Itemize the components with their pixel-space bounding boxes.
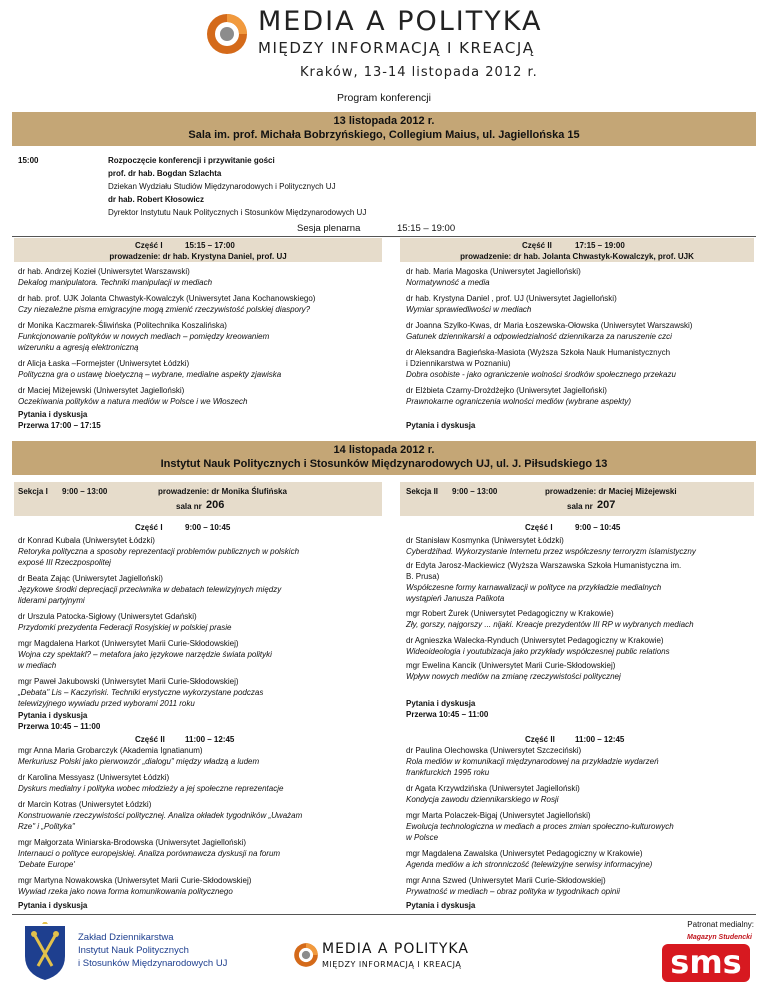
day2-venue: Instytut Nauk Politycznych i Stosunków Międzynarodowych UJ, ul. J. Piłsudskiego 13 (160, 458, 608, 470)
part-label: Część II (522, 241, 552, 250)
talk-author: dr Beata Zając (Uniwersytet Jagielloński) (18, 574, 163, 583)
opening-line: Dyrektor Instytutu Nauk Politycznych i Stosunków Międzynarodowych UJ (108, 208, 367, 217)
part-label: Część I (135, 241, 163, 250)
dept-line: i Stosunków Międzynarodowych UJ (78, 958, 228, 969)
questions: Pytania i dyskusja (406, 699, 476, 708)
talk-title: telewizyjnego wywiadu przed wyborami 2011 roku (18, 699, 195, 708)
break: Przerwa 10:45 – 11:00 (18, 722, 101, 731)
talk-title: Przydomki prezydenta Federacji Rosyjskiej w polskiej prasie (18, 623, 232, 632)
talk-author: dr Joanna Szylko-Kwas, dr Maria Łoszewska-Ołowska (Uniwersytet Warszawski) (406, 321, 693, 330)
talk-author: dr hab. Maria Magoska (Uniwersytet Jagielloński) (406, 267, 581, 276)
divider (12, 236, 756, 237)
room-number: 206 (206, 499, 225, 511)
talk-title: Konstruowanie rzeczywistości politycznej. Analiza okładek tygodników „Uważam (18, 811, 303, 820)
conference-logo-icon (205, 12, 249, 56)
talk-author: dr Maciej Miżejewski (Uniwersytet Jagielloński) (18, 386, 185, 395)
program-title: Program konferencji (337, 92, 431, 104)
questions: Pytania i dyskusja (406, 901, 476, 910)
section-chair: prowadzenie: dr Maciej Miżejewski (545, 487, 677, 496)
talk-author: B. Prusa) (406, 572, 440, 581)
talk-title: Czy niezależne pisma emigracyjne mogą zmienić rzeczywistość polskiej diaspory? (18, 305, 311, 314)
part-label: Część II (525, 735, 555, 744)
talk-author: dr Konrad Kubala (Uniwersytet Łódzki) (18, 536, 155, 545)
conference-logo-icon (293, 942, 319, 968)
talk-title: Zły, gorszy, najgorszy ... nijaki. Kreacje prezydentów III RP w wybranych mediach (406, 620, 694, 629)
talk-author: dr hab. prof. UJK Jolanta Chwastyk-Kowalczyk (Uniwersytet Jana Kochanowskiego) (18, 294, 316, 303)
plenary-time: 15:15 – 19:00 (397, 223, 456, 234)
room-prefix: sala nr (567, 502, 593, 511)
talk-author: mgr Anna Szwed (Uniwersytet Marii Curie-Skłodowskiej) (406, 876, 606, 885)
break: Przerwa 17:00 – 17:15 (18, 421, 101, 430)
talk-author: mgr Anna Maria Grobarczyk (Akademia Ignatianum) (18, 746, 203, 755)
talk-title: wizerunku a agresją elektroniczną (18, 343, 139, 352)
talk-author: mgr Ewelina Kancik (Uniwersytet Marii Curie-Skłodowskiej) (406, 661, 616, 670)
brand-title: MEDIA A POLITYKA (258, 6, 543, 37)
room-prefix: sala nr (176, 502, 202, 511)
section-label: Sekcja I (18, 487, 48, 496)
talk-title: „Debata" Lis – Kaczyński. Techniki erystyczne wykorzystane podczas (18, 688, 264, 697)
talk-author: dr Aleksandra Bagieńska-Masiota (Wyższa Szkoła Nauk Humanistycznych (406, 348, 671, 357)
talk-author: dr Alicja Łaska –Formejster (Uniwersytet Łódzki) (18, 359, 190, 368)
questions: Pytania i dyskusja (18, 901, 88, 910)
talk-author: dr Monika Kaczmarek-Śliwińska (Politechnika Koszalińska) (18, 321, 227, 330)
talk-title: Prywatność w mediach – obraz polityka w tygodnikach opinii (406, 887, 620, 896)
part-time: 15:15 – 17:00 (185, 241, 235, 250)
part-label: Część I (525, 523, 553, 532)
talk-author: mgr Robert Żurek (Uniwersytet Pedagogiczny w Krakowie) (406, 609, 614, 618)
header (0, 0, 768, 100)
room-number: 207 (597, 499, 616, 511)
talk-title: Agenda mediów a ich stronniczość (telewizyjne serwisy informacyjne) (406, 860, 653, 869)
talk-author: dr hab. Andrzej Kozieł (Uniwersytet Warszawski) (18, 267, 190, 276)
talk-title: wystąpień Janusza Palikota (406, 594, 505, 603)
talk-title: Merkuriusz Polski jako pierwowzór „dialogu" między władzą a ludem (18, 757, 260, 766)
talk-title: Kondycja zawodu dziennikarskiego w Rosji (406, 795, 559, 804)
talk-title: Retoryka polityczna a sposoby reprezentacji problemów publicznych w polskich (18, 547, 300, 556)
part-label: Część II (135, 735, 165, 744)
opening-line: dr hab. Robert Kłosowicz (108, 195, 205, 204)
day2-band (12, 441, 756, 475)
talk-author: dr Urszula Patocka-Sigłowy (Uniwersytet Gdański) (18, 612, 197, 621)
part-chair: prowadzenie: dr hab. Jolanta Chwastyk-Kowalczyk, prof. UJK (460, 252, 694, 261)
talk-author: mgr Magdalena Harkot (Uniwersytet Marii Curie-Skłodowskiej) (18, 639, 239, 648)
sms-text: sms (670, 943, 742, 981)
patron-label: Patronat medialny: (687, 920, 754, 929)
talk-title: Normatywność a media (406, 278, 490, 287)
talk-title: liderami partyjnymi (18, 596, 85, 605)
talk-author: dr Agnieszka Walecka-Rynduch (Uniwersytet Pedagogiczny w Krakowie) (406, 636, 664, 645)
section-label: Sekcja II (406, 487, 439, 496)
opening-line: Rozpoczęcie konferencji i przywitanie gości (108, 156, 275, 165)
break: Przerwa 10:45 – 11:00 (406, 710, 489, 719)
talk-title: Współczesne formy karnawalizacji w polityce na przykładzie medialnych (406, 583, 662, 592)
talk-title: Wpływ nowych mediów na zmianę rzeczywistości politycznej (406, 672, 621, 681)
opening-line: Dziekan Wydziału Studiów Międzynarodowych i Politycznych UJ (108, 182, 336, 191)
talk-title: Cyberdżihad. Wykorzystanie Internetu przez współczesny terroryzm islamistyczny (406, 547, 696, 556)
plenary-label: Sesja plenarna (297, 223, 361, 234)
sms-magazine-logo (656, 933, 752, 985)
talk-title: frankfurckich 1995 roku (406, 768, 490, 777)
part-time: 9:00 – 10:45 (575, 523, 621, 532)
talk-author: dr Elżbieta Czarny-Drożdżejko (Uniwersytet Jagielloński) (406, 386, 607, 395)
questions: Pytania i dyskusja (18, 410, 88, 419)
talk-title: Gatunek dziennikarski a odpowiedzialność dziennikarza za naruszenie czci (406, 332, 672, 341)
talk-title: Dyskurs medialny i polityka wobec młodzieży a jej społeczne reprezentacje (18, 784, 284, 793)
talk-title: 'Debate Europe' (18, 860, 75, 869)
talk-title: Wywiad rzeka jako nowa forma komunikowania politycznego (18, 887, 233, 896)
part-time: 9:00 – 10:45 (185, 523, 231, 532)
part-time: 11:00 – 12:45 (185, 735, 235, 744)
opening-line: prof. dr hab. Bogdan Szlachta (108, 169, 222, 178)
conference-dates: Kraków, 13-14 listopada 2012 r. (300, 65, 538, 80)
dept-line: Instytut Nauk Politycznych (78, 945, 189, 956)
talk-title: Dobra osobiste - jako ograniczenie wolności środków społecznego przekazu (406, 370, 676, 379)
talk-title: w mediach (18, 661, 57, 670)
talk-author: mgr Paweł Jakubowski (Uniwersytet Marii Curie-Skłodowskiej) (18, 677, 239, 686)
talk-author: dr Stanisław Kosmynka (Uniwersytet Łódzki) (406, 536, 564, 545)
section-chair: prowadzenie: dr Monika Ślufińska (158, 487, 287, 496)
opening-time: 15:00 (18, 156, 39, 165)
questions: Pytania i dyskusja (18, 711, 88, 720)
questions: Pytania i dyskusja (406, 421, 476, 430)
talk-title: Rola mediów w komunikacji międzynarodowej na przykładzie wydarzeń (406, 757, 659, 766)
university-crest-icon (22, 922, 68, 982)
talk-title: Internauci o polityce europejskiej. Analiza porównawcza dyskusji na forum (18, 849, 281, 858)
talk-author: mgr Martyna Nowakowska (Uniwersytet Marii Curie-Skłodowskiej) (18, 876, 252, 885)
footer-logo-subtitle: MIĘDZY INFORMACJĄ I KREACJĄ (322, 960, 462, 969)
divider (12, 914, 756, 915)
talk-author: dr Edyta Jarosz-Mackiewicz (Wyższa Warszawska Szkoła Humanistyczna im. (406, 561, 682, 570)
talk-author: mgr Magdalena Zawalska (Uniwersytet Pedagogiczny w Krakowie) (406, 849, 643, 858)
day1-band (12, 112, 756, 146)
part-label: Część I (135, 523, 163, 532)
talk-title: Polityczna gra o ustawę bioetyczną – wybrane, medialne aspekty zjawiska (18, 370, 282, 379)
talk-author: mgr Małgorzata Winiarska-Brodowska (Uniwersytet Jagielloński) (18, 838, 247, 847)
day1-date: 13 listopada 2012 r. (333, 115, 435, 127)
talk-title: Wojna czy spektakl? – metafora jako językowe narzędzie świata polityki (18, 650, 272, 659)
part-time: 17:15 – 19:00 (575, 241, 625, 250)
talk-author: i Dziennikarstwa w Poznaniu) (406, 359, 511, 368)
talk-title: Wymiar sprawiedliwości w mediach (406, 305, 532, 314)
footer-logo-title: MEDIA A POLITYKA (322, 941, 469, 957)
talk-author: dr Karolina Messyasz (Uniwersytet Łódzki) (18, 773, 170, 782)
talk-author: dr hab. Krystyna Daniel , prof. UJ (Uniwersytet Jagielloński) (406, 294, 617, 303)
part-time: 11:00 – 12:45 (575, 735, 625, 744)
talk-title: Wideoideologia i youtubizacja jako przykłady współczesnej public relations (406, 647, 670, 656)
part-chair: prowadzenie: dr hab. Krystyna Daniel, prof. UJ (109, 252, 287, 261)
section-time: 9:00 – 13:00 (452, 487, 498, 496)
talk-title: Funkcjonowanie polityków w nowych mediach – pomiędzy kreowaniem (18, 332, 270, 341)
talk-title: Oczekiwania polityków a natura mediów w Polsce i we Włoszech (18, 397, 248, 406)
talk-title: Dekalog manipulatora. Techniki manipulacji w mediach (18, 278, 213, 287)
talk-title: exposé III Rzeczpospolitej (18, 558, 111, 567)
talk-author: mgr Marta Polaczek-Bigaj (Uniwersytet Jagielloński) (406, 811, 591, 820)
brand-subtitle: MIĘDZY INFORMACJĄ I KREACJĄ (258, 39, 535, 57)
talk-title: Prawnokarne ograniczenia wolności mediów (wybrane aspekty) (406, 397, 631, 406)
talk-title: Językowe środki deprecjacji przeciwnika w debatach telewizyjnych między (18, 585, 282, 594)
talk-author: dr Paulina Olechowska (Uniwersytet Szczeciński) (406, 746, 582, 755)
talk-title: w Polsce (406, 833, 439, 842)
sms-tagline: Magazyn Studencki (687, 934, 752, 941)
talk-author: dr Marcin Kotras (Uniwersytet Łódzki) (18, 800, 152, 809)
section-time: 9:00 – 13:00 (62, 487, 108, 496)
day1-venue: Sala im. prof. Michała Bobrzyńskiego, Collegium Maius, ul. Jagiellońska 15 (188, 129, 580, 141)
talk-author: dr Agata Krzywdzińska (Uniwersytet Jagielloński) (406, 784, 580, 793)
talk-title: Rze" i „Polityka" (18, 822, 75, 831)
day2-date: 14 listopada 2012 r. (333, 444, 435, 456)
talk-title: Ewolucja technologiczna w mediach a proces zmian społeczno-kulturowych (406, 822, 674, 831)
dept-line: Zakład Dziennikarstwa (78, 932, 174, 943)
